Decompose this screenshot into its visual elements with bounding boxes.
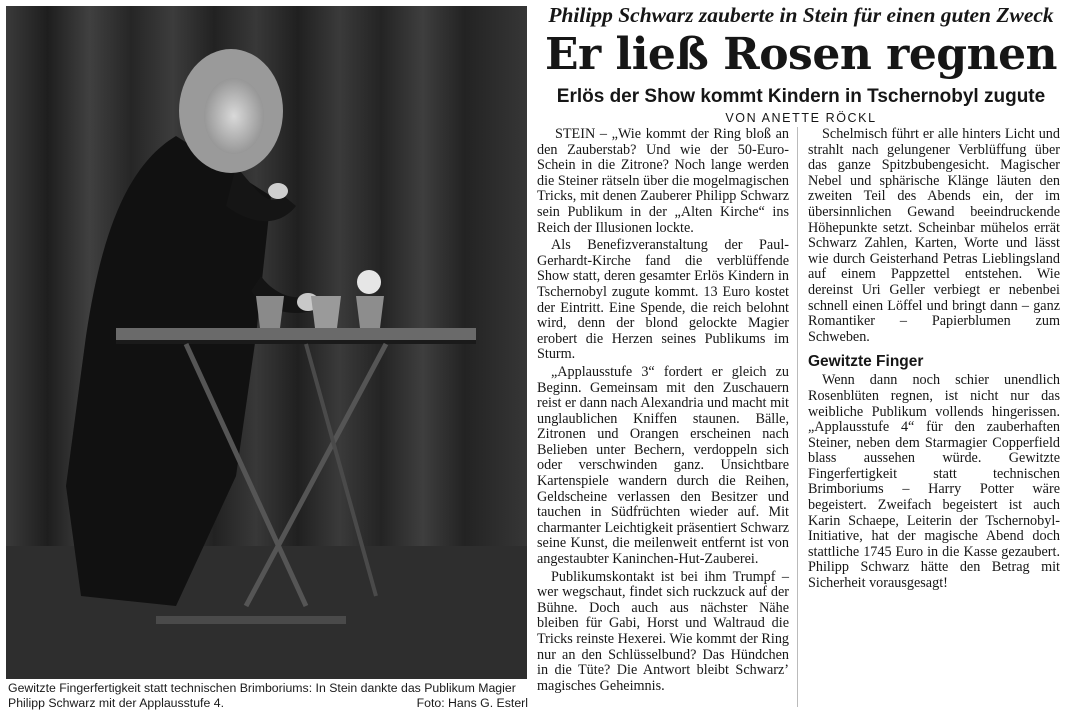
- photo-caption: [8, 681, 528, 711]
- headline: Er ließ Rosen regnen: [544, 29, 1058, 80]
- magician-photo: [6, 6, 527, 679]
- article-column-2: [808, 127, 1060, 594]
- byline: VON ANETTE RÖCKL: [725, 111, 877, 125]
- subheadline: Erlös der Show kommt Kindern in Tschernobyl zugute: [556, 86, 1046, 107]
- photo-illustration: [6, 6, 527, 679]
- article-column-1: [537, 127, 789, 696]
- subheading: Gewitzte Finger: [808, 353, 924, 371]
- kicker: Philipp Schwarz zauberte in Stein für einen guten Zweck: [548, 3, 1054, 27]
- paragraph: „Applausstufe 3“ fordert er gleich zu Beginn. Gemeinsam mit den Zuschauern reist er dann nach Alexandria und macht mit unglaublichen Kniffen staunen. Bälle, Zitronen und Orangen erscheinen nach Belieben unter Bechern, verdoppeln sich oder verschwinden ganz. Unsichtbare Kartenspiele wandern durch die Reihen, Geldscheine verlassen den Besitzer und tauchen in Südfrüchten wieder auf. Mit charmanter Leichtigkeit präsentiert Schwarz seine Kunst, die meilenweit entfernt ist von angestaubter Kaninchen-Hut-Zauberei.: [537, 363, 789, 568]
- column-divider: [797, 127, 798, 707]
- paragraph: Publikumskontakt ist bei ihm Trumpf – wer wegschaut, findet sich ruckzuck auf der Bühne. Doch auch aus nächster Nähe bleiben für Gabi, Horst und Waltraud die Tricks reinste Hexerei. Wie kommt der Ring nur an den Schlüsselbund? Das Hündchen in die Tüte? Die Antwort bleibt Schwarz’ magisches Geheimnis.: [537, 568, 790, 694]
- paragraph: Schelmisch führt er alle hinters Licht und strahlt nach gelungener Verblüffung über das ganze Spitzbubengesicht. Magischer Nebel und sphärische Klänge läuten den zweiten Teil des Abends ein, der im übersinnlichen Gewand beeindruckende Höhepunkte setzt. Scheinbar mühelos errät Schwarz Zahlen, Karten, Worte und lässt wie durch Geisterhand Petras Lieblingsland auf einem Pappzettel entstehen. Wie dereinst Uri Geller verbiegt er nebenbei schnell einen Löffel und bringt dann – ganz Romantiker – Papierblumen zum Schweben.: [808, 126, 1060, 345]
- paragraph: Wenn dann noch schier unendlich Rosenblüten regnen, ist nicht nur das weibliche Publikum vollends hingerissen. „Applausstufe 4“ für den zauberhaften Steiner, neben dem Starmagier Copperfield blass aussehen würde. Gewitzte Fingerfertigkeit statt technischen Brimboriums – Harry Potter wäre begeistert. Zweifach begeistert ist auch Karin Schaepe, Leiterin der Tschernobyl-Initiative, hat der magische Abend doch stattliche 1745 Euro in die Kasse gezaubert. Philipp Schwarz hätte den Betrag mit Sicherheit vorausgesagt!: [808, 372, 1060, 592]
- photo-credit: Foto: Hans G. Esterl: [416, 696, 528, 710]
- paragraph: STEIN – „Wie kommt der Ring bloß an den Zauberstab? Und wie der 50-Euro-Schein in die Zitrone? Noch lange werden die Steiner rätseln über die mogelmagischen Tricks, mit denen Zauberer Philipp Schwarz sein Publikum in der „Alten Kirche“ ins Reich der Illusionen lockte.: [537, 126, 789, 236]
- caption-text: Gewitzte Fingerfertigkeit statt technischen Brimboriums: In Stein dankte das Publikum Magier Philipp Schwarz mit der Applausstufe 4.: [8, 681, 516, 710]
- paragraph: Als Benefizveranstaltung der Paul-Gerhardt-Kirche fand die verblüffende Show statt, deren gesamter Erlös Kindern in Tschernobyl zugute kommt. 13 Euro kostet der Eintritt. Eine Spende, die reich belohnt wird, denn der blond gelockte Magier erobert die Herzen seines Publikums im Sturm.: [537, 237, 789, 363]
